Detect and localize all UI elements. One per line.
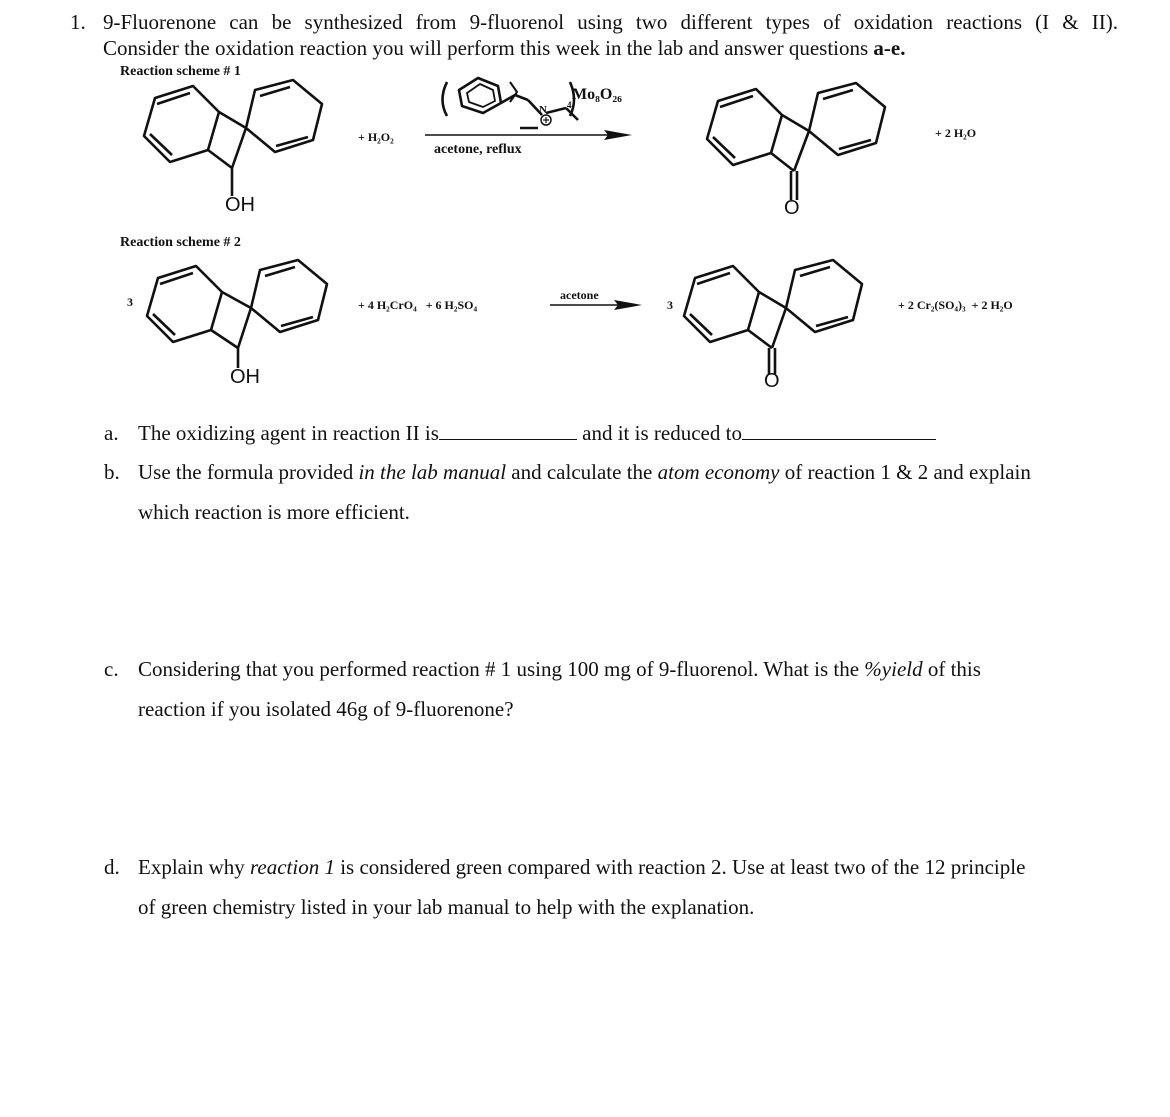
scheme1-catalyst-formula: Mo₈O₂₆ <box>572 86 622 103</box>
scheme2-byproducts: + 2 Cr₂(SO₄)₃ + 2 H₂O <box>898 298 1013 312</box>
part-a-text1: The oxidizing agent in reaction II is <box>138 421 439 445</box>
question-parts-range: a-e. <box>873 36 906 60</box>
scheme1-oh-label: OH <box>225 194 255 216</box>
scheme1-reagent: + H₂O₂ <box>358 130 394 144</box>
part-b-text1: Use the formula provided <box>138 460 359 484</box>
question-intro-line1: 9-Fluorenone can be synthesized from 9-fluorenol using two different types of oxidation reactions (I & II). <box>103 10 1118 34</box>
part-c <box>104 657 981 682</box>
scheme1-arrowhead <box>604 130 632 140</box>
scheme2-fluorenone-structure <box>684 260 862 374</box>
reaction-schemes-drawing <box>0 0 1170 420</box>
part-a-reduced-product-blank[interactable] <box>742 421 936 440</box>
part-b-text3: of reaction 1 & 2 and explain <box>779 460 1031 484</box>
part-b-text2: and calculate the <box>506 460 658 484</box>
part-d-letter: d. <box>104 855 120 879</box>
part-b-italic1: in the lab manual <box>358 460 507 484</box>
part-b-italic2: atom economy <box>657 460 780 484</box>
scheme2-reagents: + 4 H₂CrO₄ + 6 H₂SO₄ <box>358 298 478 312</box>
part-b-line2: which reaction is more efficient. <box>138 500 410 524</box>
part-d-line2: of green chemistry listed in your lab manual to help with the explanation. <box>138 895 755 919</box>
part-c-italic1: %yield <box>864 657 923 681</box>
part-c-letter: c. <box>104 657 119 681</box>
part-d-text1: Explain why <box>138 855 250 879</box>
scheme1-fluorenone-structure <box>707 83 885 200</box>
part-d-italic1: reaction 1 <box>249 855 335 879</box>
part-a <box>104 421 936 446</box>
part-a-letter: a. <box>104 421 119 445</box>
scheme2-arrowhead <box>614 300 642 310</box>
part-d-text2: is considered green compared with reaction 2. Use at least two of the 12 principle <box>334 855 1026 879</box>
scheme1-condition: acetone, reflux <box>434 142 522 157</box>
part-b-letter: b. <box>104 460 120 484</box>
scheme1-catalyst-nitrogen: N <box>539 104 547 116</box>
part-b <box>104 460 1031 485</box>
scheme2-product-coefficient: 3 <box>667 298 673 312</box>
scheme1-label: Reaction scheme # 1 <box>120 64 241 79</box>
scheme2-o-label: O <box>764 370 780 392</box>
scheme1-catalyst-structure <box>443 78 579 128</box>
scheme2-condition: acetone <box>560 288 599 302</box>
question-intro-text: Consider the oxidation reaction you will perform this week in the lab and answer questions <box>103 36 874 60</box>
scheme1-catalyst-subscript: 4 <box>567 100 572 110</box>
scheme1-byproduct: + 2 H₂O <box>935 126 977 140</box>
question-number: 1. <box>70 10 86 34</box>
part-c-text1: Considering that you performed reaction # 1 using 100 mg of 9-fluorenol. What is the <box>138 657 865 681</box>
scheme1-o-label: O <box>784 197 800 219</box>
part-c-text2: of this <box>922 657 981 681</box>
scheme2-reactant-coefficient: 3 <box>127 295 133 309</box>
scheme2-oh-label: OH <box>230 366 260 388</box>
part-a-text2: and it is reduced to <box>582 421 742 445</box>
scheme2-fluorenol-structure <box>147 260 327 368</box>
scheme2-label: Reaction scheme # 2 <box>120 235 241 250</box>
part-c-line2: reaction if you isolated 46g of 9-fluorenone? <box>138 697 514 721</box>
part-d <box>104 855 1025 880</box>
part-a-oxidizing-agent-blank[interactable] <box>439 421 577 440</box>
scheme1-fluorenol-structure <box>144 80 322 196</box>
